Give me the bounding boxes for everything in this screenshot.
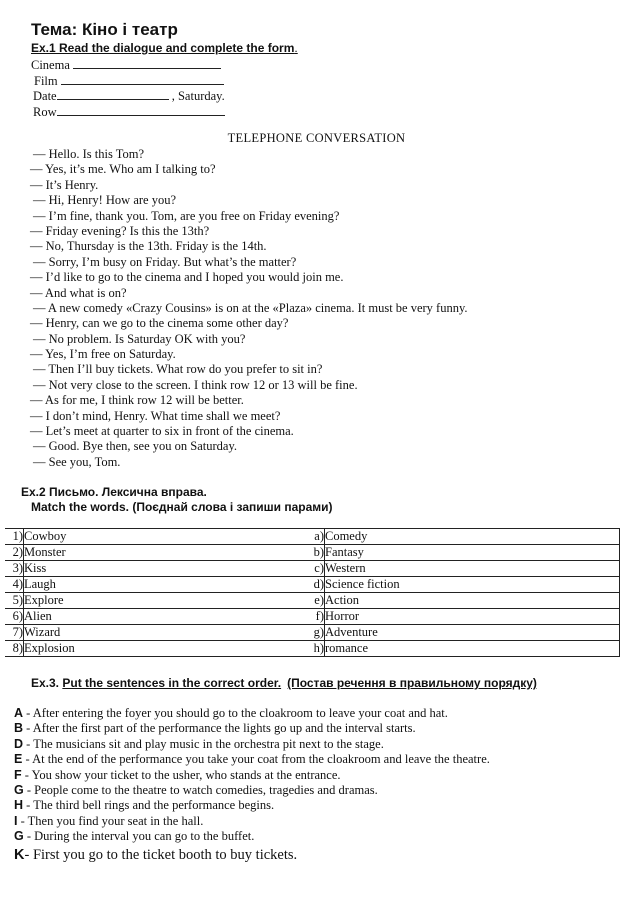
sentence-letter: A (14, 706, 24, 720)
ex3-heading-main: Put the sentences in the correct order. (62, 676, 282, 690)
row-blank[interactable] (57, 104, 225, 116)
dialogue-line: — Hi, Henry! How are you? (33, 193, 177, 208)
dialogue-line: — Sorry, I’m busy on Friday. But what’s the matter? (33, 254, 297, 269)
sentence-text: - At the end of the performance you take your coat from the cloakroom and leave the theatre. (22, 752, 490, 767)
list-item (14, 829, 490, 844)
date-blank[interactable] (57, 88, 169, 100)
row-number: 6) (5, 609, 24, 625)
page-title: Тема: Кіно і театр (31, 20, 178, 39)
letter-cell: e) (302, 593, 325, 609)
row-number: 1) (5, 529, 24, 545)
word-cell: Laugh (24, 577, 56, 591)
list-item (14, 768, 490, 783)
row-number: 8) (5, 641, 24, 657)
form-row-cinema (31, 57, 225, 73)
row-number: 5) (5, 593, 24, 609)
ex3-heading-prefix: Ex.3. (31, 676, 63, 690)
row-number: 3) (5, 561, 24, 577)
dialogue-line: — And what is on? (30, 285, 127, 300)
dialogue-line: — I don’t mind, Henry. What time shall we meet? (30, 408, 281, 423)
film-label: Film (34, 73, 58, 88)
letter-cell: a) (302, 529, 325, 545)
dialogue-line: — As for me, I think row 12 will be better. (30, 393, 244, 408)
form-row-row (31, 104, 225, 120)
word-cell: Kiss (24, 561, 47, 575)
conversation-title: TELEPHONE CONVERSATION (227, 131, 406, 145)
table-row (5, 561, 620, 577)
sentence-text: - Then you find your seat in the hall. (17, 813, 204, 828)
letter-cell: f) (302, 609, 325, 625)
sentence-text: - First you go to the ticket booth to buy tickets. (24, 846, 298, 863)
dialogue-line: — A new comedy «Crazy Cousins» is on at the «Plaza» cinema. It must be very funny. (33, 300, 468, 315)
sentence-text: - The third bell rings and the performance begins. (23, 798, 275, 813)
date-suffix: , Saturday. (171, 89, 225, 103)
dialogue-line: — Let’s meet at quarter to six in front of the cinema. (30, 424, 294, 439)
match-table (5, 528, 620, 657)
dialogue-line: — It’s Henry. (30, 177, 99, 192)
sentence-letter: K (14, 846, 25, 863)
table-row (5, 529, 620, 545)
sentence-letter: G (14, 829, 24, 844)
sentence-letter: F (14, 767, 22, 782)
list-item (14, 846, 490, 864)
dialogue-line: — No problem. Is Saturday OK with you? (33, 331, 246, 346)
word-cell: Explore (24, 593, 64, 607)
row-number: 4) (5, 577, 24, 593)
row-label: Row (33, 104, 57, 119)
dialogue-line: — No, Thursday is the 13th. Friday is the 14th. (30, 239, 267, 254)
letter-cell: h) (302, 641, 325, 657)
sentence-list (14, 706, 490, 864)
table-row (5, 545, 620, 561)
ex3-heading-ua: (Постав речення в правильному порядку) (287, 676, 537, 690)
film-blank[interactable] (61, 73, 224, 85)
list-item (14, 814, 490, 829)
dialogue-line: — Henry, can we go to the cinema some other day? (30, 316, 289, 331)
dialogue-line: — I’m fine, thank you. Tom, are you free on Friday evening? (33, 208, 340, 223)
word-cell: Cowboy (24, 529, 67, 543)
dialogue-line: — See you, Tom. (33, 454, 121, 469)
sentence-letter: G (14, 782, 24, 797)
word-cell: Explosion (24, 641, 75, 655)
ex3-heading (31, 676, 537, 690)
date-label: Date (33, 89, 57, 103)
ex1-heading-text: Ex.1 Read the dialogue and complete the form (31, 41, 295, 55)
sentence-text: - After the first part of the performance the lights go up and the interval starts. (23, 721, 416, 736)
letter-cell: d) (302, 577, 325, 593)
ex2-heading: Ex.2 Письмо. Лексична вправа. (21, 485, 207, 499)
table-row (5, 625, 620, 641)
dialogue (30, 147, 468, 470)
list-item (14, 737, 490, 752)
list-item (14, 721, 490, 736)
dialogue-line: — Not very close to the screen. I think row 12 or 13 will be fine. (33, 377, 358, 392)
table-row (5, 641, 620, 657)
word-cell: Wizard (24, 625, 61, 639)
list-item (14, 798, 490, 813)
genre-cell: Western (325, 561, 620, 577)
table-row (5, 609, 620, 625)
ex2-subheading: Match the words. (Поєднай слова і запиши парами) (31, 500, 333, 514)
sentence-letter: D (14, 736, 24, 751)
dialogue-line: — Yes, it’s me. Who am I talking to? (30, 162, 216, 177)
genre-cell: Science fiction (325, 577, 620, 593)
cinema-label: Cinema (31, 58, 70, 72)
sentence-text: - People come to the theatre to watch comedies, tragedies and dramas. (23, 782, 378, 797)
sentence-letter: I (14, 813, 18, 828)
dialogue-line: — Yes, I’m free on Saturday. (30, 347, 176, 362)
sentence-text: - After entering the foyer you should go to the cloakroom to leave your coat and hat. (23, 706, 448, 720)
sentence-letter: B (14, 721, 24, 736)
dialogue-line: — Hello. Is this Tom? (33, 147, 145, 161)
row-number: 7) (5, 625, 24, 641)
genre-cell: Comedy (325, 529, 620, 545)
list-item (14, 783, 490, 798)
letter-cell: b) (302, 545, 325, 561)
genre-cell: romance (325, 641, 620, 657)
ex1-heading (31, 41, 298, 55)
table-row (5, 577, 620, 593)
sentence-letter: E (14, 752, 23, 767)
row-number: 2) (5, 545, 24, 561)
dialogue-line: — Friday evening? Is this the 13th? (30, 223, 210, 238)
cinema-blank[interactable] (73, 57, 221, 69)
sentence-text: - During the interval you can go to the buffet. (23, 829, 255, 844)
sentence-text: - You show your ticket to the usher, who stands at the entrance. (21, 767, 341, 782)
list-item (14, 752, 490, 767)
list-item (14, 706, 490, 721)
ex1-form (31, 57, 225, 119)
form-row-date (31, 88, 225, 104)
table-row (5, 593, 620, 609)
dialogue-line: — Then I’ll buy tickets. What row do you prefer to sit in? (33, 362, 323, 377)
dialogue-line: — I’d like to go to the cinema and I hoped you would join me. (30, 270, 344, 285)
sentence-letter: H (14, 798, 24, 813)
letter-cell: c) (302, 561, 325, 577)
genre-cell: Fantasy (325, 545, 620, 561)
genre-cell: Adventure (325, 625, 620, 641)
ex1-heading-dot: . (294, 41, 298, 55)
sentence-text: - The musicians sit and play music in the orchestra pit next to the stage. (23, 736, 384, 751)
word-cell: Monster (24, 545, 66, 559)
form-row-film (31, 73, 225, 89)
genre-cell: Horror (325, 609, 620, 625)
genre-cell: Action (325, 593, 620, 609)
dialogue-line: — Good. Bye then, see you on Saturday. (33, 439, 238, 454)
word-cell: Alien (24, 609, 52, 623)
letter-cell: g) (302, 625, 325, 641)
